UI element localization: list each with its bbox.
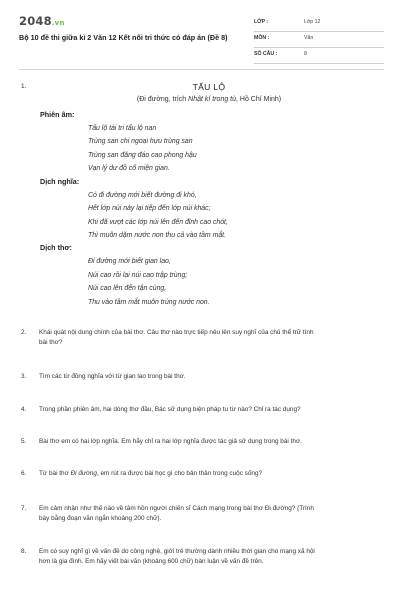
verse-line: Núi cao rồi lại núi cao trập trùng; <box>88 272 188 279</box>
question-text <box>39 328 379 348</box>
subtitle-suffix: , Hồ Chí Minh) <box>236 96 282 103</box>
question-line: bày bằng đoạn văn ngắn khoảng 200 chữ). <box>39 515 162 522</box>
meta-label: MÔN : <box>254 35 270 41</box>
subtitle-book: Nhật kí trong tù <box>188 96 237 103</box>
question-italic: Đi đường <box>70 470 97 477</box>
question-text <box>39 405 379 415</box>
header <box>19 14 384 64</box>
question-line: hơn là gia đình. Em hãy viết bài văn (khoảng 600 chữ) bàn luận về vấn đề trên. <box>39 558 264 565</box>
phien-am-label: Phiên âm: <box>40 110 75 119</box>
verse-line: Thu vào tầm mắt muôn trùng nước non. <box>88 299 210 306</box>
verse-line: Tẩu lộ tài tri tẩu lộ nan <box>88 125 157 132</box>
question-line: Em có suy nghĩ gì về vấn đề do công nghệ, giới trẻ thường dành nhiều thời gian cho mạng xã hội <box>39 548 315 555</box>
poem-title: TẨU LỘ <box>192 82 226 92</box>
meta-row-subject <box>254 32 384 48</box>
site-logo[interactable] <box>19 14 65 28</box>
question-number: 5. <box>21 438 27 445</box>
question-line: Tìm các từ đồng nghĩa với từ gian lao trong bài thơ. <box>39 373 186 380</box>
meta-row-class <box>254 16 384 32</box>
question-number: 2. <box>21 329 27 336</box>
verse-line: Khi đã vượt các lớp núi lên đến đỉnh cao chót, <box>88 219 228 226</box>
header-divider <box>19 69 384 70</box>
question-suffix: , em rút ra được bài học gì cho bản thân trong cuộc sống? <box>96 470 263 477</box>
question-1 <box>19 82 384 322</box>
verse-line: Trùng san chi ngoại hựu trùng san <box>88 138 193 145</box>
poem-subtitle <box>19 95 399 105</box>
question-line: bài thơ? <box>39 339 63 346</box>
question-line: Em cảm nhận như thế nào về tâm hồn người chiến sĩ Cách mạng trong bài thơ Đi đường? (Trình <box>39 505 314 512</box>
meta-value: Văn <box>304 35 314 41</box>
verse-line: Vạn lý dư đồ cố miện gian. <box>88 165 170 172</box>
question-prefix: Từ bài thơ <box>39 470 71 477</box>
page-title: Bộ 10 đề thi giữa kì 2 Văn 12 Kết nối tri thức có đáp án (Đề 8) <box>19 33 228 42</box>
question-number: 8. <box>21 548 27 555</box>
question-number: 3. <box>21 373 27 380</box>
logo-domain: .vn <box>51 19 65 27</box>
verse-line: Thì muôn dặm nước non thu cả vào tầm mắt. <box>88 232 226 239</box>
dich-tho-label: Dịch thơ: <box>40 243 72 252</box>
question-line: Trong phần phiên âm, hai dòng thơ đầu, Bác sử dụng biện pháp tu từ nào? Chỉ ra tác dụng? <box>39 406 301 413</box>
verse-line: Trùng san đăng đáo cao phong hậu <box>88 152 197 159</box>
meta-label: SỐ CÂU : <box>254 51 278 57</box>
verse-line: Đi đường mới biết gian lao, <box>88 258 171 265</box>
logo-number: 2048 <box>19 14 52 28</box>
question-number: 6. <box>21 470 27 477</box>
question-number: 4. <box>21 406 27 413</box>
meta-row-count <box>254 48 384 64</box>
subtitle-prefix: (Đi đường, trích <box>136 96 189 103</box>
question-text <box>39 504 379 524</box>
question-text <box>39 547 379 567</box>
question-number: 7. <box>21 505 27 512</box>
question-text <box>39 372 379 382</box>
verse-line: Có đi đường mới biết đường đi khó, <box>88 192 197 199</box>
dich-nghia-label: Dịch nghĩa: <box>40 177 80 186</box>
meta-label: LỚP : <box>254 19 269 25</box>
question-line: Bài thơ em có hai lớp nghĩa. Em hãy chỉ ra hai lớp nghĩa được tác giả sử dụng trong bài thơ. <box>39 438 302 445</box>
meta-table <box>254 16 384 64</box>
meta-value: 8 <box>304 51 307 57</box>
question-text <box>39 469 379 479</box>
verse-line: Hết lớp núi này lại tiếp đến lớp núi khác; <box>88 205 211 212</box>
meta-value: Lớp 12 <box>304 19 321 25</box>
question-line: Khái quát nội dung chính của bài thơ. Câu thơ nào trực tiếp nêu lên suy nghĩ của chủ thể trữ tình <box>39 329 314 336</box>
question-text <box>39 437 379 447</box>
question-number: 1. <box>21 83 27 90</box>
verse-line: Núi cao lên đến tận cùng, <box>88 285 167 292</box>
